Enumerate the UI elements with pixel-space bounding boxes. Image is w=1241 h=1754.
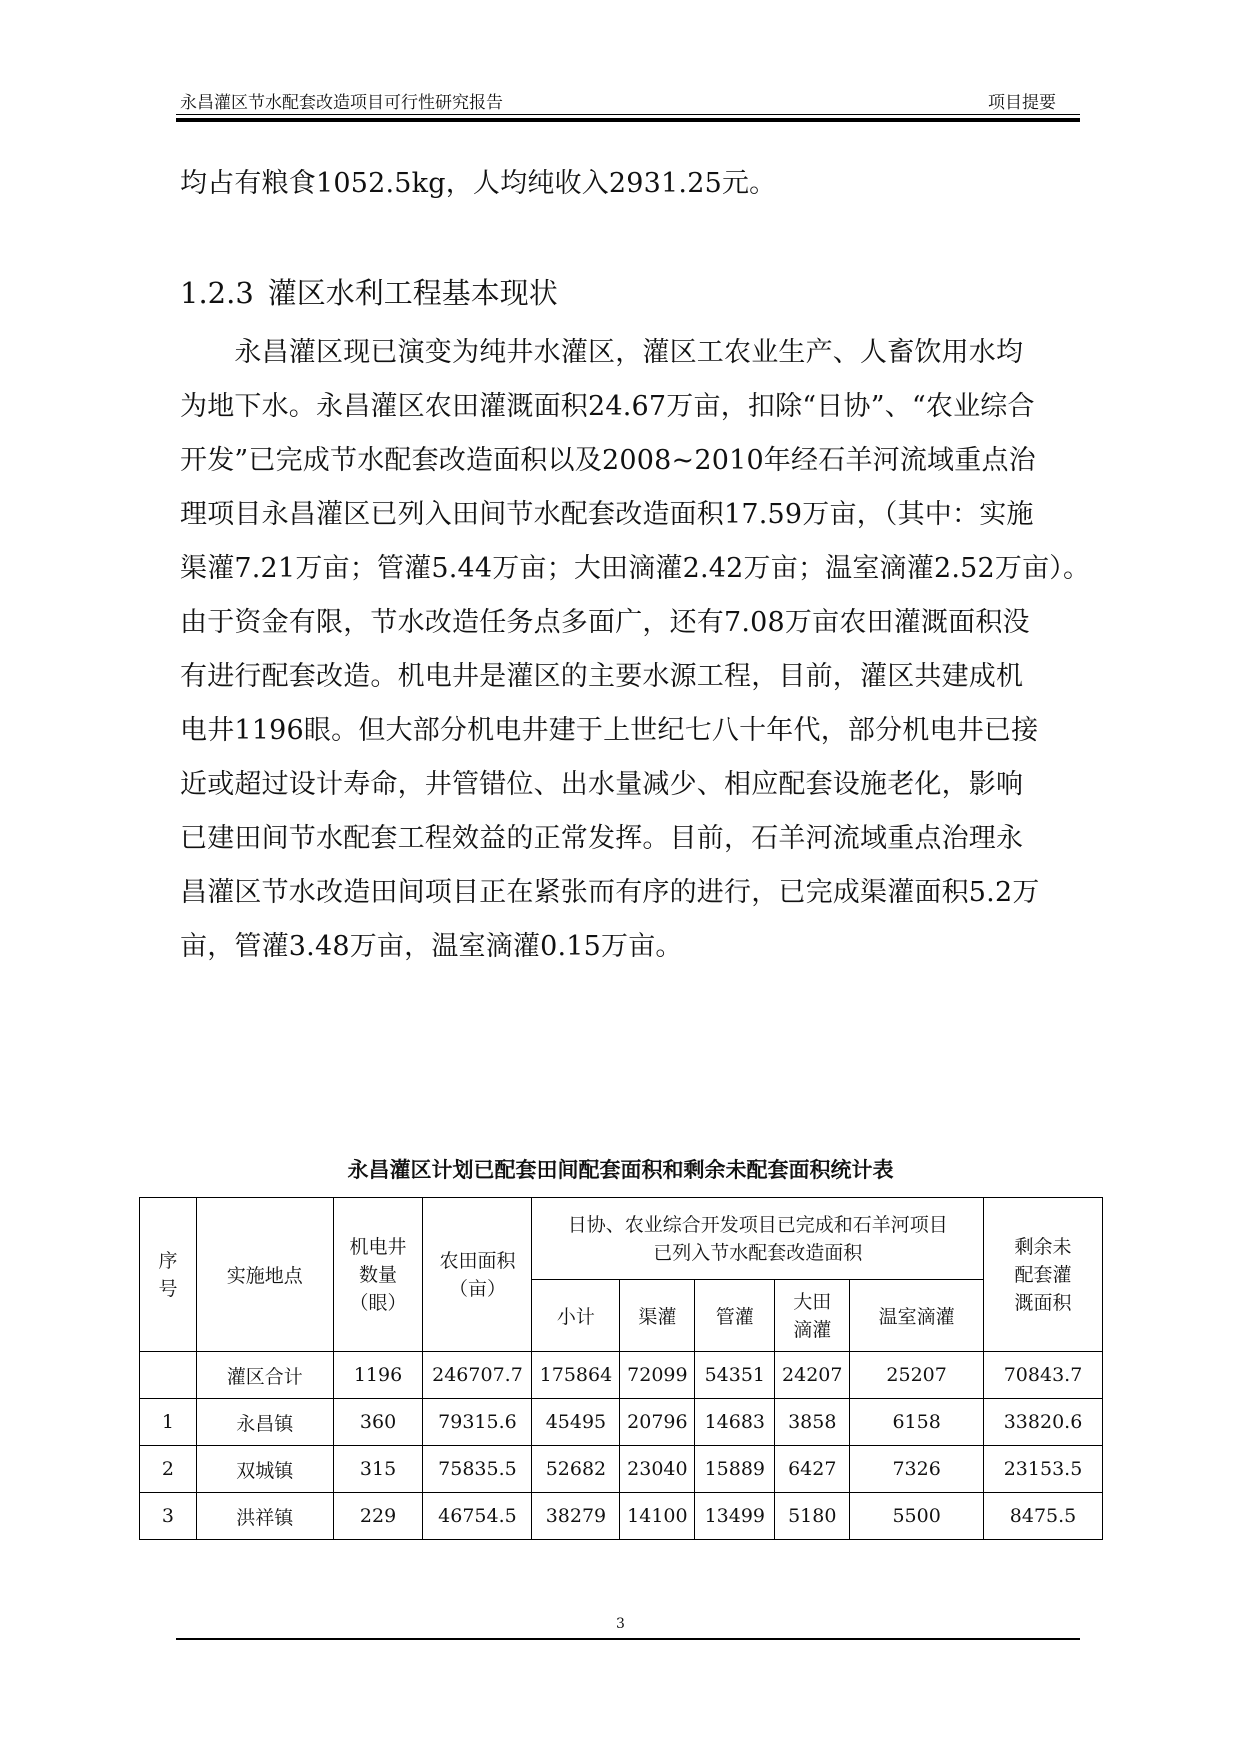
cell-remaining: 8475.5 — [984, 1493, 1103, 1540]
paragraph-line: 为地下水。永昌灌区农田灌溉面积24.67万亩，扣除“日协”、“农业综合 — [180, 391, 1035, 422]
header-rule-thick — [176, 118, 1080, 122]
cell-canal: 20796 — [620, 1399, 695, 1446]
cell-remaining: 33820.6 — [984, 1399, 1103, 1446]
header-greenhouse-drip: 温室滴灌 — [850, 1280, 984, 1352]
header-wells: 机电井 数量 （眼） — [333, 1198, 423, 1352]
cell-subtotal: 38279 — [532, 1493, 620, 1540]
page-number: 3 — [616, 1616, 625, 1632]
header-field-drip: 大田 滴灌 — [775, 1280, 850, 1352]
continuation-line: 均占有粮食1052.5kg，人均纯收入2931.25元。 — [180, 168, 777, 199]
cell-location: 永昌镇 — [196, 1399, 333, 1446]
cell-seq: 3 — [140, 1493, 197, 1540]
cell-greenhouse-drip: 5500 — [850, 1493, 984, 1540]
footer-rule — [176, 1638, 1080, 1640]
cell-wells: 360 — [333, 1399, 423, 1446]
header-completed-area-group: 日协、农业综合开发项目已完成和石羊河项目 已列入节水配套改造面积 — [532, 1198, 984, 1280]
cell-subtotal: 52682 — [532, 1446, 620, 1493]
paragraph-line: 有进行配套改造。机电井是灌区的主要水源工程，目前，灌区共建成机 — [180, 661, 1024, 692]
cell-greenhouse-drip: 7326 — [850, 1446, 984, 1493]
cell-greenhouse-drip: 25207 — [850, 1352, 984, 1399]
paragraph-line: 理项目永昌灌区已列入田间节水配套改造面积17.59万亩，（其中：实施 — [180, 499, 1034, 530]
cell-pipe: 54351 — [695, 1352, 775, 1399]
header-remaining-area: 剩余未 配套灌 溉面积 — [984, 1198, 1103, 1352]
cell-seq — [140, 1352, 197, 1399]
paragraph-line: 近或超过设计寿命，井管错位、出水量减少、相应配套设施老化，影响 — [180, 769, 1024, 800]
cell-wells: 315 — [333, 1446, 423, 1493]
table-row — [140, 1352, 1103, 1399]
paragraph-line: 已建田间节水配套工程效益的正常发挥。目前，石羊河流域重点治理永 — [180, 823, 1024, 854]
cell-wells: 1196 — [333, 1352, 423, 1399]
cell-farmland: 246707.7 — [423, 1352, 532, 1399]
cell-canal: 14100 — [620, 1493, 695, 1540]
header-pipe: 管灌 — [695, 1280, 775, 1352]
cell-seq: 1 — [140, 1399, 197, 1446]
paragraph-line: 永昌灌区现已演变为纯井水灌区，灌区工农业生产、人畜饮用水均 — [180, 337, 1024, 368]
section-number: 1.2.3 — [180, 276, 254, 310]
table-row — [140, 1446, 1103, 1493]
cell-location: 灌区合计 — [196, 1352, 333, 1399]
header-document-title: 永昌灌区节水配套改造项目可行性研究报告 — [180, 93, 503, 113]
cell-seq: 2 — [140, 1446, 197, 1493]
table-row — [140, 1493, 1103, 1540]
cell-field-drip: 6427 — [775, 1446, 850, 1493]
header-canal: 渠灌 — [620, 1280, 695, 1352]
header-farmland-area: 农田面积 （亩） — [423, 1198, 532, 1352]
cell-location: 洪祥镇 — [196, 1493, 333, 1540]
cell-subtotal: 45495 — [532, 1399, 620, 1446]
cell-greenhouse-drip: 6158 — [850, 1399, 984, 1446]
cell-remaining: 23153.5 — [984, 1446, 1103, 1493]
cell-field-drip: 3858 — [775, 1399, 850, 1446]
paragraph-line: 由于资金有限，节水改造任务点多面广，还有7.08万亩农田灌溉面积没 — [180, 607, 1030, 638]
cell-farmland: 46754.5 — [423, 1493, 532, 1540]
cell-location: 双城镇 — [196, 1446, 333, 1493]
paragraph-line: 昌灌区节水改造田间项目正在紧张而有序的进行，已完成渠灌面积5.2万 — [180, 877, 1040, 908]
header-rule-thin — [176, 114, 1080, 115]
section-heading — [180, 271, 558, 312]
cell-field-drip: 5180 — [775, 1493, 850, 1540]
header-section-label: 项目提要 — [988, 93, 1056, 113]
table-row — [140, 1399, 1103, 1446]
header-subtotal: 小计 — [532, 1280, 620, 1352]
cell-pipe: 14683 — [695, 1399, 775, 1446]
header-location: 实施地点 — [196, 1198, 333, 1352]
cell-subtotal: 175864 — [532, 1352, 620, 1399]
cell-canal: 72099 — [620, 1352, 695, 1399]
cell-canal: 23040 — [620, 1446, 695, 1493]
section-title: 灌区水利工程基本现状 — [267, 276, 558, 310]
table-title: 永昌灌区计划已配套田间配套面积和剩余未配套面积统计表 — [347, 1158, 894, 1182]
header-seq: 序 号 — [140, 1198, 197, 1352]
cell-field-drip: 24207 — [775, 1352, 850, 1399]
cell-farmland: 75835.5 — [423, 1446, 532, 1493]
paragraph-line: 亩，管灌3.48万亩，温室滴灌0.15万亩。 — [180, 931, 683, 962]
cell-farmland: 79315.6 — [423, 1399, 532, 1446]
paragraph-line: 电井1196眼。但大部分机电井建于上世纪七八十年代，部分机电井已接 — [180, 715, 1039, 746]
paragraph-line: 开发”已完成节水配套改造面积以及2008~2010年经石羊河流域重点治 — [180, 445, 1036, 476]
cell-wells: 229 — [333, 1493, 423, 1540]
cell-pipe: 13499 — [695, 1493, 775, 1540]
statistics-table — [139, 1197, 1103, 1540]
cell-pipe: 15889 — [695, 1446, 775, 1493]
paragraph-line: 渠灌7.21万亩；管灌5.44万亩；大田滴灌2.42万亩；温室滴灌2.52万亩）。 — [180, 553, 1091, 584]
cell-remaining: 70843.7 — [984, 1352, 1103, 1399]
page-header — [176, 88, 1080, 112]
